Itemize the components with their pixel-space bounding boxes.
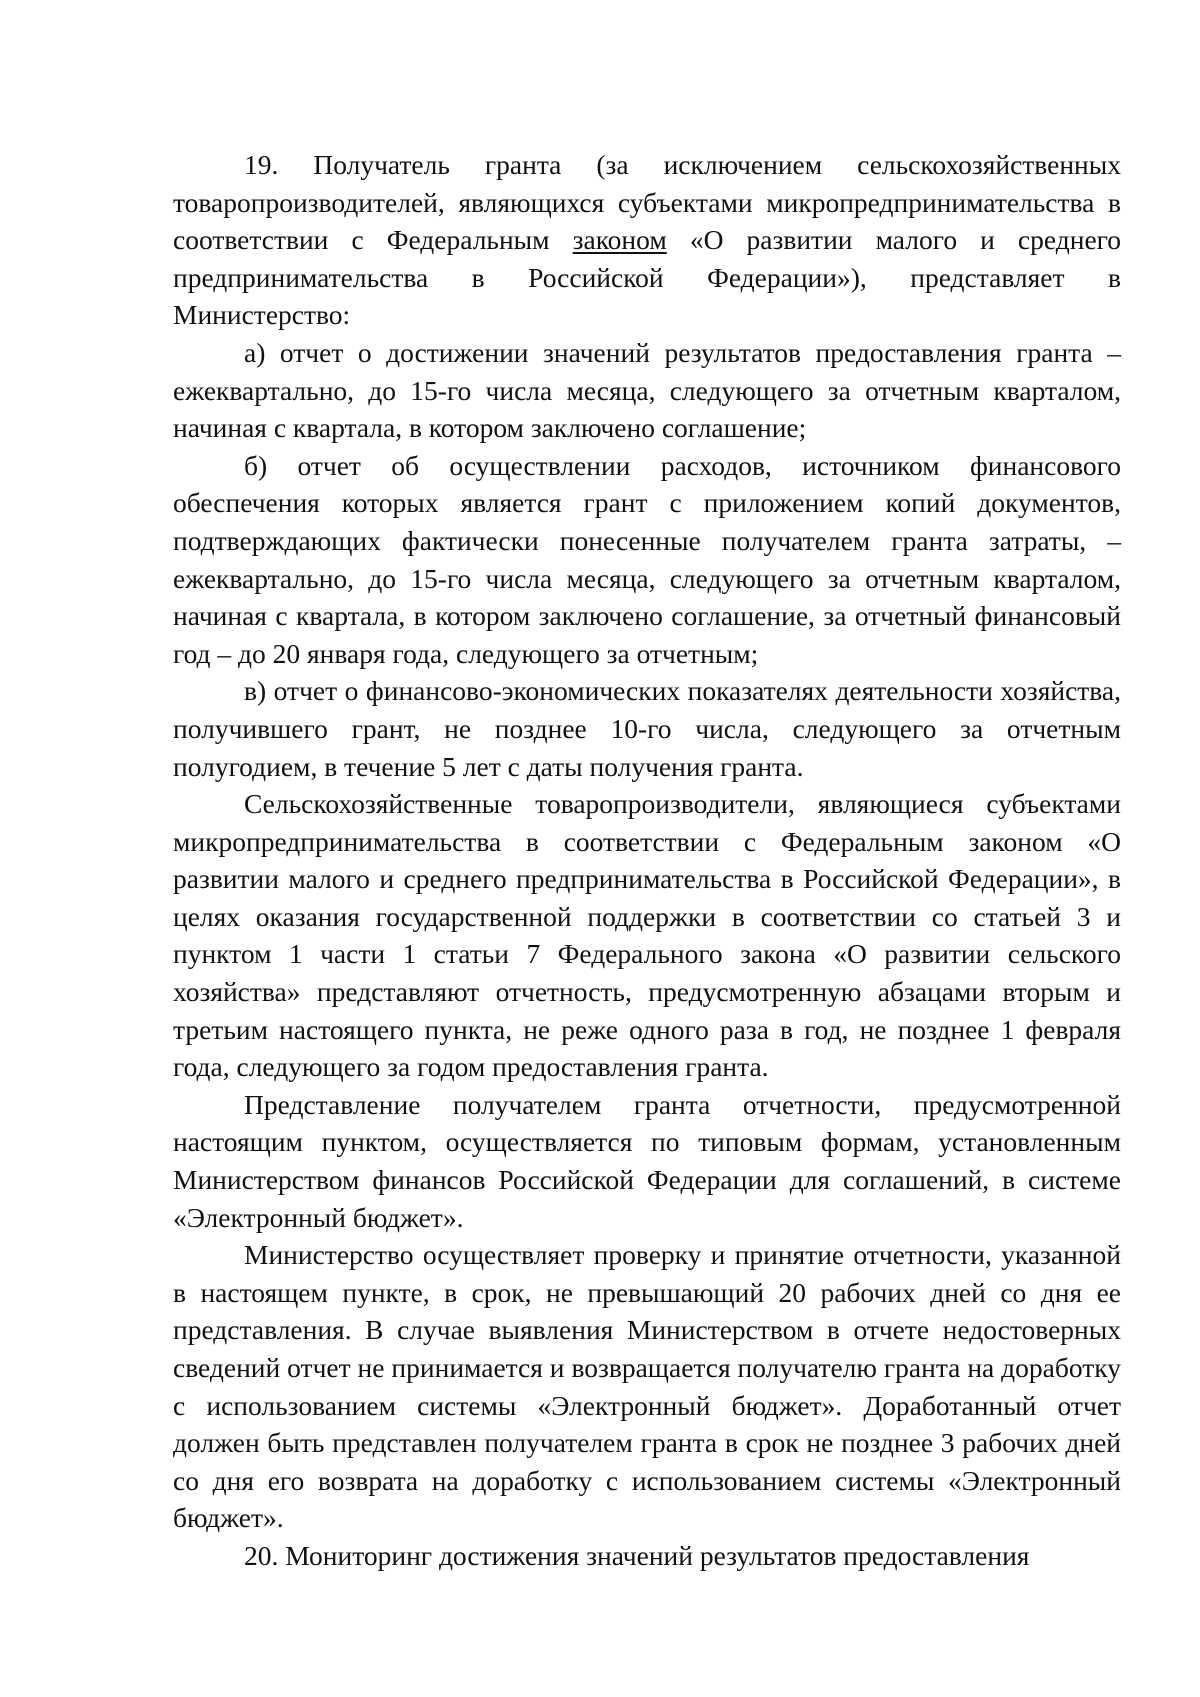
paragraph-small-producers: Сельскохозяйственные товаропроизводители, являющиеся субъектами микропредпринимательства в соответствии с Федеральным законом «О развитии малого и среднего предпринимательства в Российской Федерации», в целях оказания государственной поддержки в соответствии со статьей 3 и пунктом 1 части 1 статьи 7 Федерального закона «О развитии сельского хозяйства» представляют отчетность, предусмотренную абзацами вторым и третьим настоящего пункта, не реже одного раза в год, не позднее 1 февраля года, следующего за годом предоставления гранта. bbox=[173, 788, 1121, 1083]
item-number: 19. bbox=[244, 149, 279, 180]
sub-item-b: б) отчет об осуществлении расходов, источником финансового обеспечения которых является грант с приложением копий документов, подтверждающих фактически понесенные получателем гранта затраты, – ежеквартально, до 15-го числа месяца, следующего за отчетным кварталом, начиная с квартала, в котором заключено соглашение, за отчетный финансовый год – до 20 января года, следующего за отчетным; bbox=[173, 449, 1121, 669]
item-number: 20. bbox=[244, 1539, 279, 1571]
item-19-text-start: Получатель гранта (за исключением сельскохозяйственных товаропроизводителей, являющихся субъектами микропредпринимательства в соответствии с Федеральным bbox=[173, 149, 1121, 256]
item-19-text-end: «О развитии малого и среднего предпринимательства в Российской Федерации»), представляет в Министерство: bbox=[173, 224, 1121, 331]
paragraph-ministry-check: Министерство осуществляет проверку и принятие отчетности, указанной в настоящем пункте, в срок, не превышающий 20 рабочих дней со дня ее представления. В случае выявления Министерством в отчете недостоверных сведений отчет не принимается и возвращается получателю гранта на доработку с использованием системы «Электронный бюджет». Доработанный отчет должен быть представлен получателем гранта в срок не позднее 3 рабочих дней со дня его возврата на доработку с использованием системы «Электронный бюджет». bbox=[173, 1239, 1121, 1534]
paragraph-report-forms: Представление получателем гранта отчетности, предусмотренной настоящим пунктом, осуществляется по типовым формам, установленным Министерством финансов Российской Федерации для соглашений, в системе «Электронный бюджет». bbox=[173, 1088, 1121, 1233]
item-20-text: Мониторинг достижения значений результатов предоставления bbox=[285, 1539, 1030, 1571]
paragraph-item-19 bbox=[173, 146, 1121, 334]
paragraph-item-20 bbox=[173, 1537, 1121, 1575]
document-body bbox=[173, 146, 1121, 1575]
sub-item-a: а) отчет о достижении значений результатов предоставления гранта – ежеквартально, до 15-го числа месяца, следующего за отчетным кварталом, начиная с квартала, в котором заключено соглашение; bbox=[173, 336, 1121, 444]
sub-item-v: в) отчет о финансово-экономических показателях деятельности хозяйства, получившего грант, не позднее 10-го числа, следующего за отчетным полугодием, в течение 5 лет с даты получения гранта. bbox=[173, 675, 1121, 782]
law-link[interactable]: законом bbox=[572, 224, 667, 256]
